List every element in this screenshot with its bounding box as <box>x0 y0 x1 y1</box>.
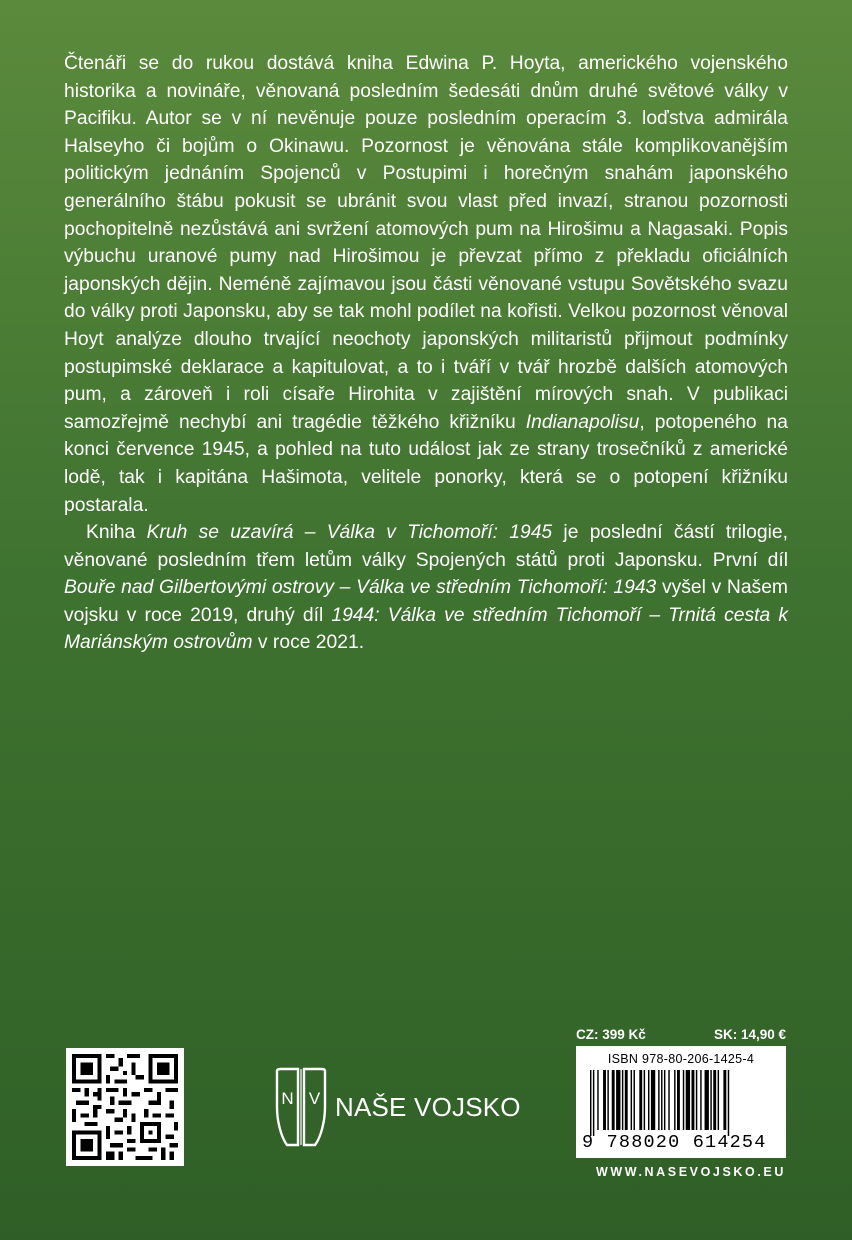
barcode-icon <box>590 1070 774 1136</box>
barcode-bar <box>668 1070 669 1130</box>
barcode-bar <box>686 1070 690 1130</box>
barcode-bar <box>677 1070 680 1130</box>
barcode-bar <box>622 1070 623 1130</box>
barcode-bar <box>674 1070 675 1130</box>
blurb-text: Kniha <box>86 522 147 544</box>
barcode-bar <box>683 1070 684 1130</box>
barcode-bar <box>644 1070 645 1130</box>
barcode-bar <box>593 1070 594 1136</box>
barcode-bar <box>705 1070 709 1130</box>
barcode-bar <box>612 1070 615 1130</box>
barcode-bar <box>634 1070 635 1130</box>
publisher-monogram-right: V <box>308 1089 321 1108</box>
blurb-text: Čtenáři se do rukou dostává kniha Edwina P. Hoyta, amerického vojenského historika a novináře, věnovaná posledním šedesáti dnům druhé světové války v Pacifiku. Autor se v ní nevěnuje pouze posledním operacím 3. loďstva admirála Halseyho či bojům o Okinawu. Pozornost je věnována stále komplikovanějším politickým jednáním Spojenců v Postupimi i horečným snahám japonského generálního štábu pokusit se ubránit svou vlast před invazí, stranou pozornosti pochopitelně nezůstává ani svržení atomových pum na Hirošimu a Nagasaki. Popis výbuchu uranové pumy nad Hirošimou je převzat přímo z překladu oficiálních japonských dějin. Neméně zajímavou jsou části věnované vstupu Sovětského svazu do války proti Japonsku, aby se tak mohl podílet na kořisti. Velkou pozornost věnoval Hoyt analýze dlouho trvající neochoty japonských militaristů přijmout podmínky postupimské deklarace a kapitulovat, a to i tváří v tvář hrozbě dalších atomových pum, a zároveň i roli císaře Hirohita v zajištění mírových snah. V publikaci samozřejmě nechybí ani tragédie těžkého křižníku <box>64 53 788 433</box>
barcode-digits: 9 788020 614254 <box>582 1132 767 1153</box>
isbn-text: ISBN 978-80-206-1425-4 <box>607 1052 755 1066</box>
publisher-monogram-left: N <box>281 1089 294 1108</box>
barcode-bar <box>710 1070 711 1130</box>
barcode-bar <box>713 1070 716 1130</box>
barcode-bar <box>658 1070 659 1130</box>
barcode-bar <box>639 1070 642 1130</box>
barcode-bar <box>718 1070 719 1130</box>
book-title: Kruh se uzavírá – Válka v Tichomoří: 1945 <box>146 522 553 544</box>
price-sk: SK: 14,90 € <box>713 1027 786 1042</box>
price-row <box>576 1027 786 1042</box>
barcode-bar <box>631 1070 632 1130</box>
ship-name: Indianapolisu <box>525 411 640 433</box>
barcode-bar <box>728 1070 729 1136</box>
barcode-bar <box>607 1070 608 1130</box>
barcode-bar <box>700 1070 701 1130</box>
blurb-paragraph-1 <box>64 50 788 519</box>
shield-icon <box>273 1067 329 1147</box>
blurb-text: vyšel v Našem vojsku v roce 2019, druhý díl <box>64 577 788 626</box>
blurb-text: , potopeného na konci července 1945, a pohled na tuto událost jak ze strany trosečníků z americké lodě, tak i kapitána Hašimota, velitele ponorky, která se o potopení křižníku postarala. <box>64 411 789 516</box>
qr-code-icon <box>72 1054 178 1160</box>
qr-code[interactable] <box>66 1048 184 1166</box>
publisher-name: NAŠE VOJSKO <box>335 1092 521 1122</box>
website-link[interactable]: WWW.NASEVOJSKO.EU <box>595 1165 786 1179</box>
barcode-bar <box>616 1070 620 1130</box>
book-title: 1944: Válka ve středním Tichomoří – Trnitá cesta k Mariánským ostrovům <box>64 604 788 654</box>
book-title: Bouře nad Gilbertovými ostrovy – Válka ve středním Tichomoří: 1943 <box>64 577 657 599</box>
isbn-barcode <box>576 1046 786 1158</box>
barcode-bar <box>590 1070 591 1136</box>
barcode-bar <box>696 1070 697 1130</box>
back-cover-blurb <box>64 50 788 657</box>
barcode-bar <box>651 1070 655 1130</box>
barcode-bar <box>723 1070 726 1130</box>
blurb-text: v roce 2021. <box>252 632 365 654</box>
barcode-bar <box>648 1070 649 1130</box>
barcode-bar <box>597 1070 598 1130</box>
blurb-paragraph-2 <box>64 519 788 657</box>
barcode-bar <box>692 1070 695 1130</box>
blurb-text: je poslední částí trilogie, věnované posledním třem letům války Spojených států proti Japonsku. První díl <box>64 522 788 571</box>
price-cz: CZ: 399 Kč <box>576 1027 646 1042</box>
barcode-bar <box>603 1070 606 1130</box>
barcode-bar <box>625 1070 628 1130</box>
barcode-bar <box>661 1070 662 1130</box>
publisher-logo[interactable] <box>273 1067 521 1147</box>
barcode-bar <box>664 1070 665 1130</box>
